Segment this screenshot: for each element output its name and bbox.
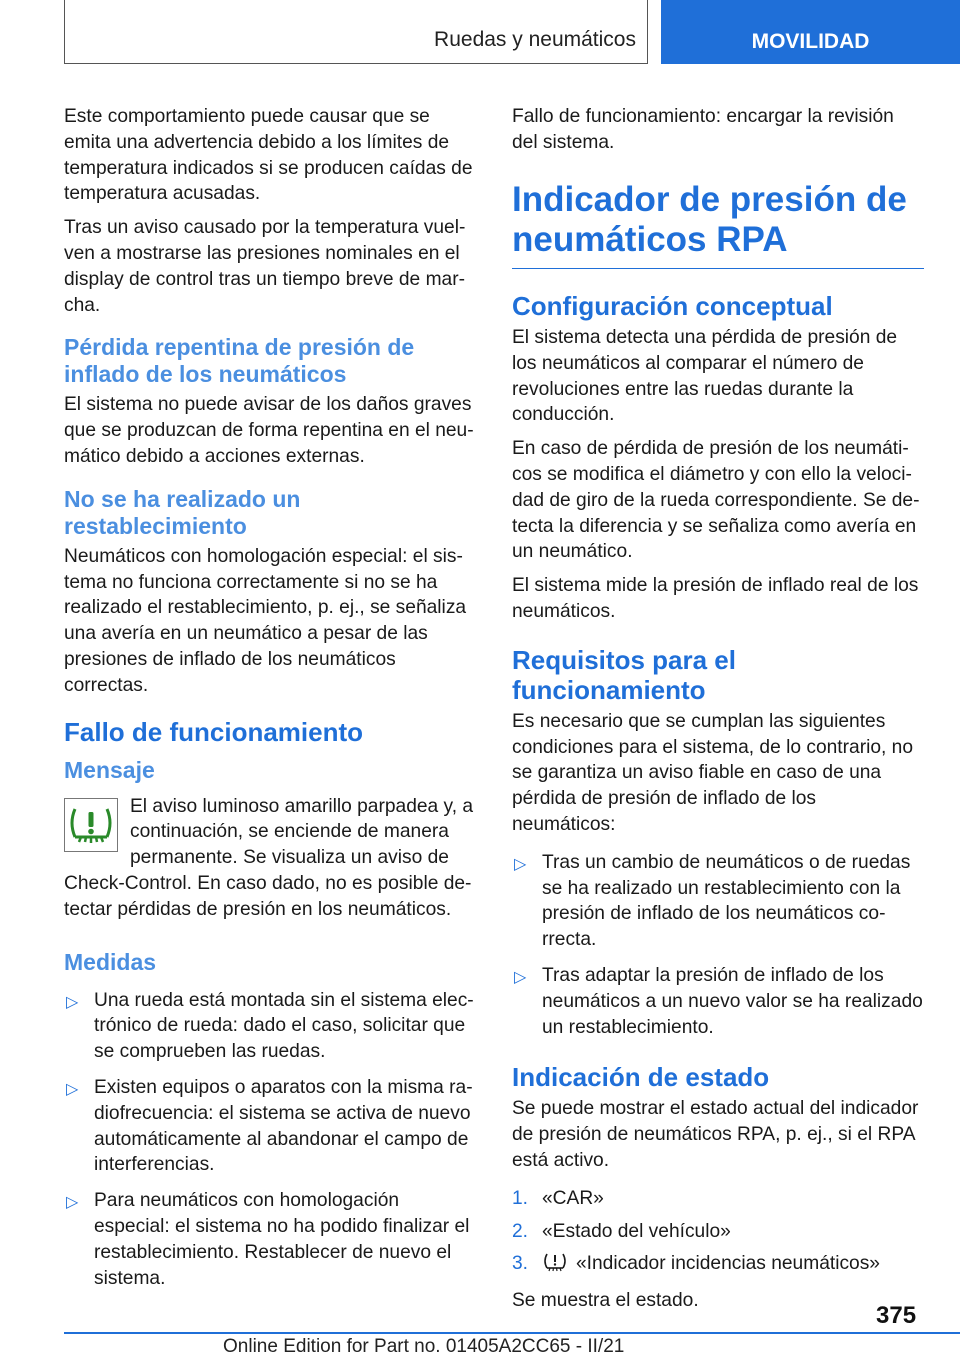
paragraph-temperature: Este comportamiento puede causar que se emita una advertencia debido a los límites de temperatura indicados si se producen caídas de temperatura acusadas. (64, 106, 473, 205)
list-item: ▷ Una rueda está montada sin el sistema electrónico de rueda: dado el caso, solicitar que se comprueben las ruedas. (66, 989, 474, 1063)
paragraph-config-1: El sistema detecta una pérdida de presión de los neumáticos al comparar el número de revoluciones entre las ruedas durante la conducción. (512, 327, 898, 426)
right-column (512, 104, 924, 1322)
paragraph-requisitos: Es necesario que se cumplan las siguientes condiciones para el sistema, de lo contrario, no se garantiza un aviso fiable en caso de una pérdida de presión de inflado de los neumáticos: (512, 710, 914, 836)
message-block (64, 794, 476, 923)
triangle-right-icon: ▷ (514, 855, 527, 873)
paragraph-config-3: El sistema mide la presión de inflado real de los neumáticos. (512, 575, 919, 623)
paragraph-config-2: En caso de pérdida de presión de los neumáticos se modifica el diámetro y con ello la velocidad de giro de la rueda correspondiente. Se detecta la diferencia y se señaliza como avería en un neumático. (512, 438, 920, 563)
paragraph-resultado: Se muestra el estado. (512, 1290, 699, 1312)
list-item: ▷ Tras adaptar la presión de inflado de los neumáticos a un nuevo valor se ha realizado un restablecimiento. (514, 965, 923, 1038)
heading-configuracion: Configuración conceptual (512, 291, 833, 322)
triangle-right-icon: ▷ (66, 1194, 79, 1212)
list-item: ▷ Para neumáticos con homologación especial: el sistema no ha podido finalizar el restablecimiento. Restablecer de nuevo el sistema. (66, 1190, 470, 1289)
paragraph-perdida-repentina: El sistema no puede avisar de los daños graves que se produzcan de forma repentina en el neumático debido a acciones externas. (64, 394, 474, 467)
heading-rule (512, 268, 924, 270)
steps-list (512, 1186, 924, 1281)
paragraph-temperature-warning: Tras un aviso causado por la temperatura vuelven a mostrarse las presiones nominales en el display de control tras un tiempo breve de marcha. (64, 217, 466, 316)
heading-fallo-funcionamiento: Fallo de funcionamiento (64, 716, 364, 747)
triangle-right-icon: ▷ (514, 969, 527, 987)
heading-indicacion-estado: Indicación de estado (512, 1062, 770, 1093)
triangle-right-icon: ▷ (66, 1080, 79, 1098)
header-section-title: Ruedas y neumáticos (434, 28, 636, 51)
list-item: ▷ Tras un cambio de neumáticos o de ruedas se ha realizado un restablecimiento con la presión de inflado de los neumáticos correcta. (514, 851, 911, 951)
list-item: 2. «Estado del vehículo» (512, 1220, 731, 1242)
list-item: 3. «Indicador incidencias neumáticos» (512, 1251, 924, 1281)
paragraph-mensaje-a: El aviso luminoso amarillo parpadea y, a continuación, se enciende de manera permanente. Se visualiza un aviso de (130, 795, 474, 869)
heading-perdida-repentina: Pérdida repentina de presión de inflado de los neumáticos (64, 334, 415, 388)
footer-edition: Online Edition for Part no. 01405A2CC65 - II/21 (223, 1336, 625, 1357)
requisitos-list (512, 850, 924, 1041)
page-number: 375 (876, 1302, 917, 1329)
paragraph-mensaje-b: Check-Control. En caso dado, no es posible detectar pérdidas de presión en los neumáticos. (64, 872, 472, 920)
tire-pressure-warning-icon (64, 798, 118, 852)
heading-indicador-rpa: Indicador de presión de neumáticos RPA (512, 179, 907, 259)
list-item: 1. «CAR» (512, 1187, 604, 1209)
tire-pressure-icon (542, 1251, 568, 1281)
paragraph-fallo-revision: Fallo de funcionamiento: encargar la revisión del sistema. (512, 106, 894, 153)
paragraph-estado: Se puede mostrar el estado actual del indicador de presión de neumáticos RPA, p. ej., si el RPA está activo. (512, 1098, 919, 1172)
header-tab-movilidad[interactable] (661, 0, 960, 64)
heading-medidas: Medidas (64, 948, 157, 975)
list-item: ▷ Existen equipos o aparatos con la misma radiofrecuencia: el sistema se activa de nuevo automáticamente al abandonar el campo de interferencias. (66, 1076, 473, 1176)
heading-requisitos: Requisitos para el funcionamiento (512, 644, 736, 705)
left-column (64, 104, 476, 1301)
header-tab-label: MOVILIDAD (751, 30, 870, 53)
medidas-list (64, 988, 476, 1292)
heading-mensaje: Mensaje (64, 756, 155, 783)
heading-no-restablecimiento: No se ha realizado un restablecimiento (64, 485, 301, 539)
footer-rule (64, 1332, 960, 1334)
triangle-right-icon: ▷ (66, 993, 79, 1011)
paragraph-no-restablecimiento: Neumáticos con homologación especial: el sistema no funciona correctamente si no se ha realizado el restablecimiento, p. ej., se señaliza una avería en un neumático a pesar de las presiones de inflado de los neumáticos correctas. (64, 545, 467, 696)
